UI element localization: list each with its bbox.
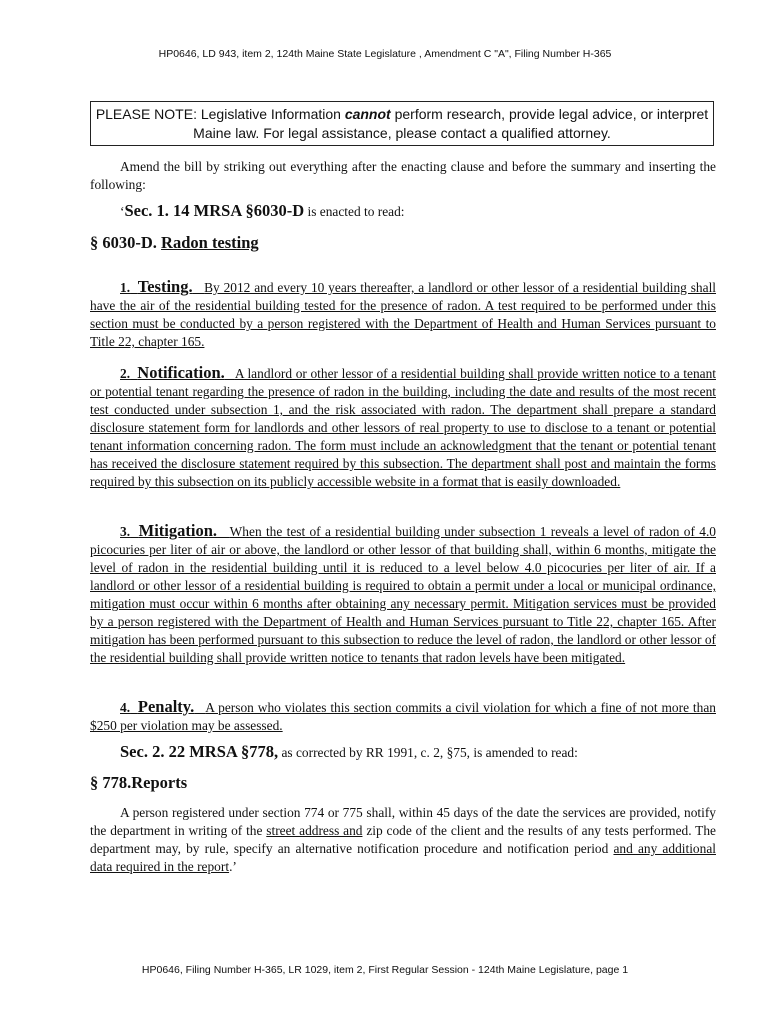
sub3-title: Mitigation. [138,521,218,540]
reports-paragraph [90,804,716,876]
reports-text-3: .’ [229,859,237,874]
notice-text-before: PLEASE NOTE: Legislative Information [95,106,345,122]
sub4-number: 4. [120,700,131,715]
notice-text-after: perform research, provide legal advice, or interpret Maine law. For legal assistance, please contact a qualified attorney. [193,106,709,141]
sub2-number: 2. [120,366,131,381]
notice-emphasis: cannot [344,106,391,122]
legal-notice-box [90,101,714,146]
subsection-2 [90,364,716,491]
reports-underlined-1: street address and [266,823,363,838]
heading-1-number: § 6030-D. [90,233,157,252]
open-quote: ‘ [120,204,125,219]
reports-text-2: zip code of the client and the results of any tests performed. The department may, by rule, specify an alternative notification procedure and notification period [90,823,716,856]
subsection-1 [90,278,716,351]
section-1-rest: is enacted to read: [304,204,405,219]
subsection-4 [90,698,716,735]
section-2-rest: as corrected by RR 1991, c. 2, §75, is amended to read: [278,745,578,760]
heading-778 [90,774,716,792]
amendment-intro [90,158,716,194]
section-2-label: Sec. 2. 22 MRSA §778, [120,742,279,761]
heading-1-title: Radon testing [161,233,259,252]
page-header: HP0646, LD 943, item 2, 124th Maine State Legislature , Amendment C "A", Filing Number H-365 [158,48,612,60]
sub1-title: Testing. [137,277,193,296]
reports-underlined-2: and any additional data required in the report [90,841,716,874]
sub1-number: 1. [120,280,131,295]
section-1-label: Sec. 1. 14 MRSA §6030-D [124,201,305,220]
sub4-text: A person who violates this section commits a civil violation for which a fine of not more than $250 per violation may be assessed. [90,700,716,733]
subsection-3 [90,522,716,667]
section-1-line [90,202,716,221]
sub1-text: By 2012 and every 10 years thereafter, a landlord or other lessor of a residential building shall have the air of the residential building tested for the presence of radon. A test required to be performed under this section must be conducted by a person registered with the Department of Health and Human Services pursuant to Title 22, chapter 165. [90,280,717,349]
reports-text-1: A person registered under section 774 or 775 shall, within 45 days of the date the services are provided, notify the department in writing of the [90,805,716,838]
sub2-text: A landlord or other lessor of a residential building shall provide written notice to a tenant or potential tenant regarding the presence of radon in the building, including the date and results of the most recent test conducted under subsection 1, and the risk associated with radon. The department shall prepare a standard disclosure statement form for landlords and other lessors of real property to use to disclose to a tenant or potential tenant information concerning radon. The form must include an acknowledgment that the tenant or potential tenant has received the disclosure statement required by this subsection. The department shall post and maintain the forms required by this subsection on its publicly accessible website in a format that is easily downloaded. [90,366,717,489]
section-2-line [90,743,716,762]
page-footer: HP0646, Filing Number H-365, LR 1029, item 2, First Regular Session - 124th Maine Legislature, page 1 [141,964,629,976]
sub4-title: Penalty. [137,697,195,716]
intro-paragraph: Amend the bill by striking out everything after the enacting clause and before the summary and inserting the following: [90,159,716,192]
sub2-title: Notification. [137,363,225,382]
sub3-number: 3. [120,524,131,539]
heading-6030-d [90,234,716,252]
sub3-text: When the test of a residential building under subsection 1 reveals a level of radon of 4.0 picocuries per liter of air or above, the landlord or other lessor of that building shall, within 6 months, mitigate the level of radon in the residential building until it is reduced to a level below 4.0 picocuries per liter of air. If a landlord or other lessor of a residential building is required to obtain a permit under a local or municipal ordinance, mitigation must occur within 6 months after obtaining any necessary permit. Mitigation services must be provided by a person registered with the Department of Health and Human Services pursuant to Title 22, chapter 165. After mitigation has been performed pursuant to this subsection to reduce the level of radon, the landlord or other lessor of the residential building shall provide written notice to tenants that radon levels have been mitigated. [90,524,716,665]
heading-2-title: § 778.Reports [90,773,188,792]
